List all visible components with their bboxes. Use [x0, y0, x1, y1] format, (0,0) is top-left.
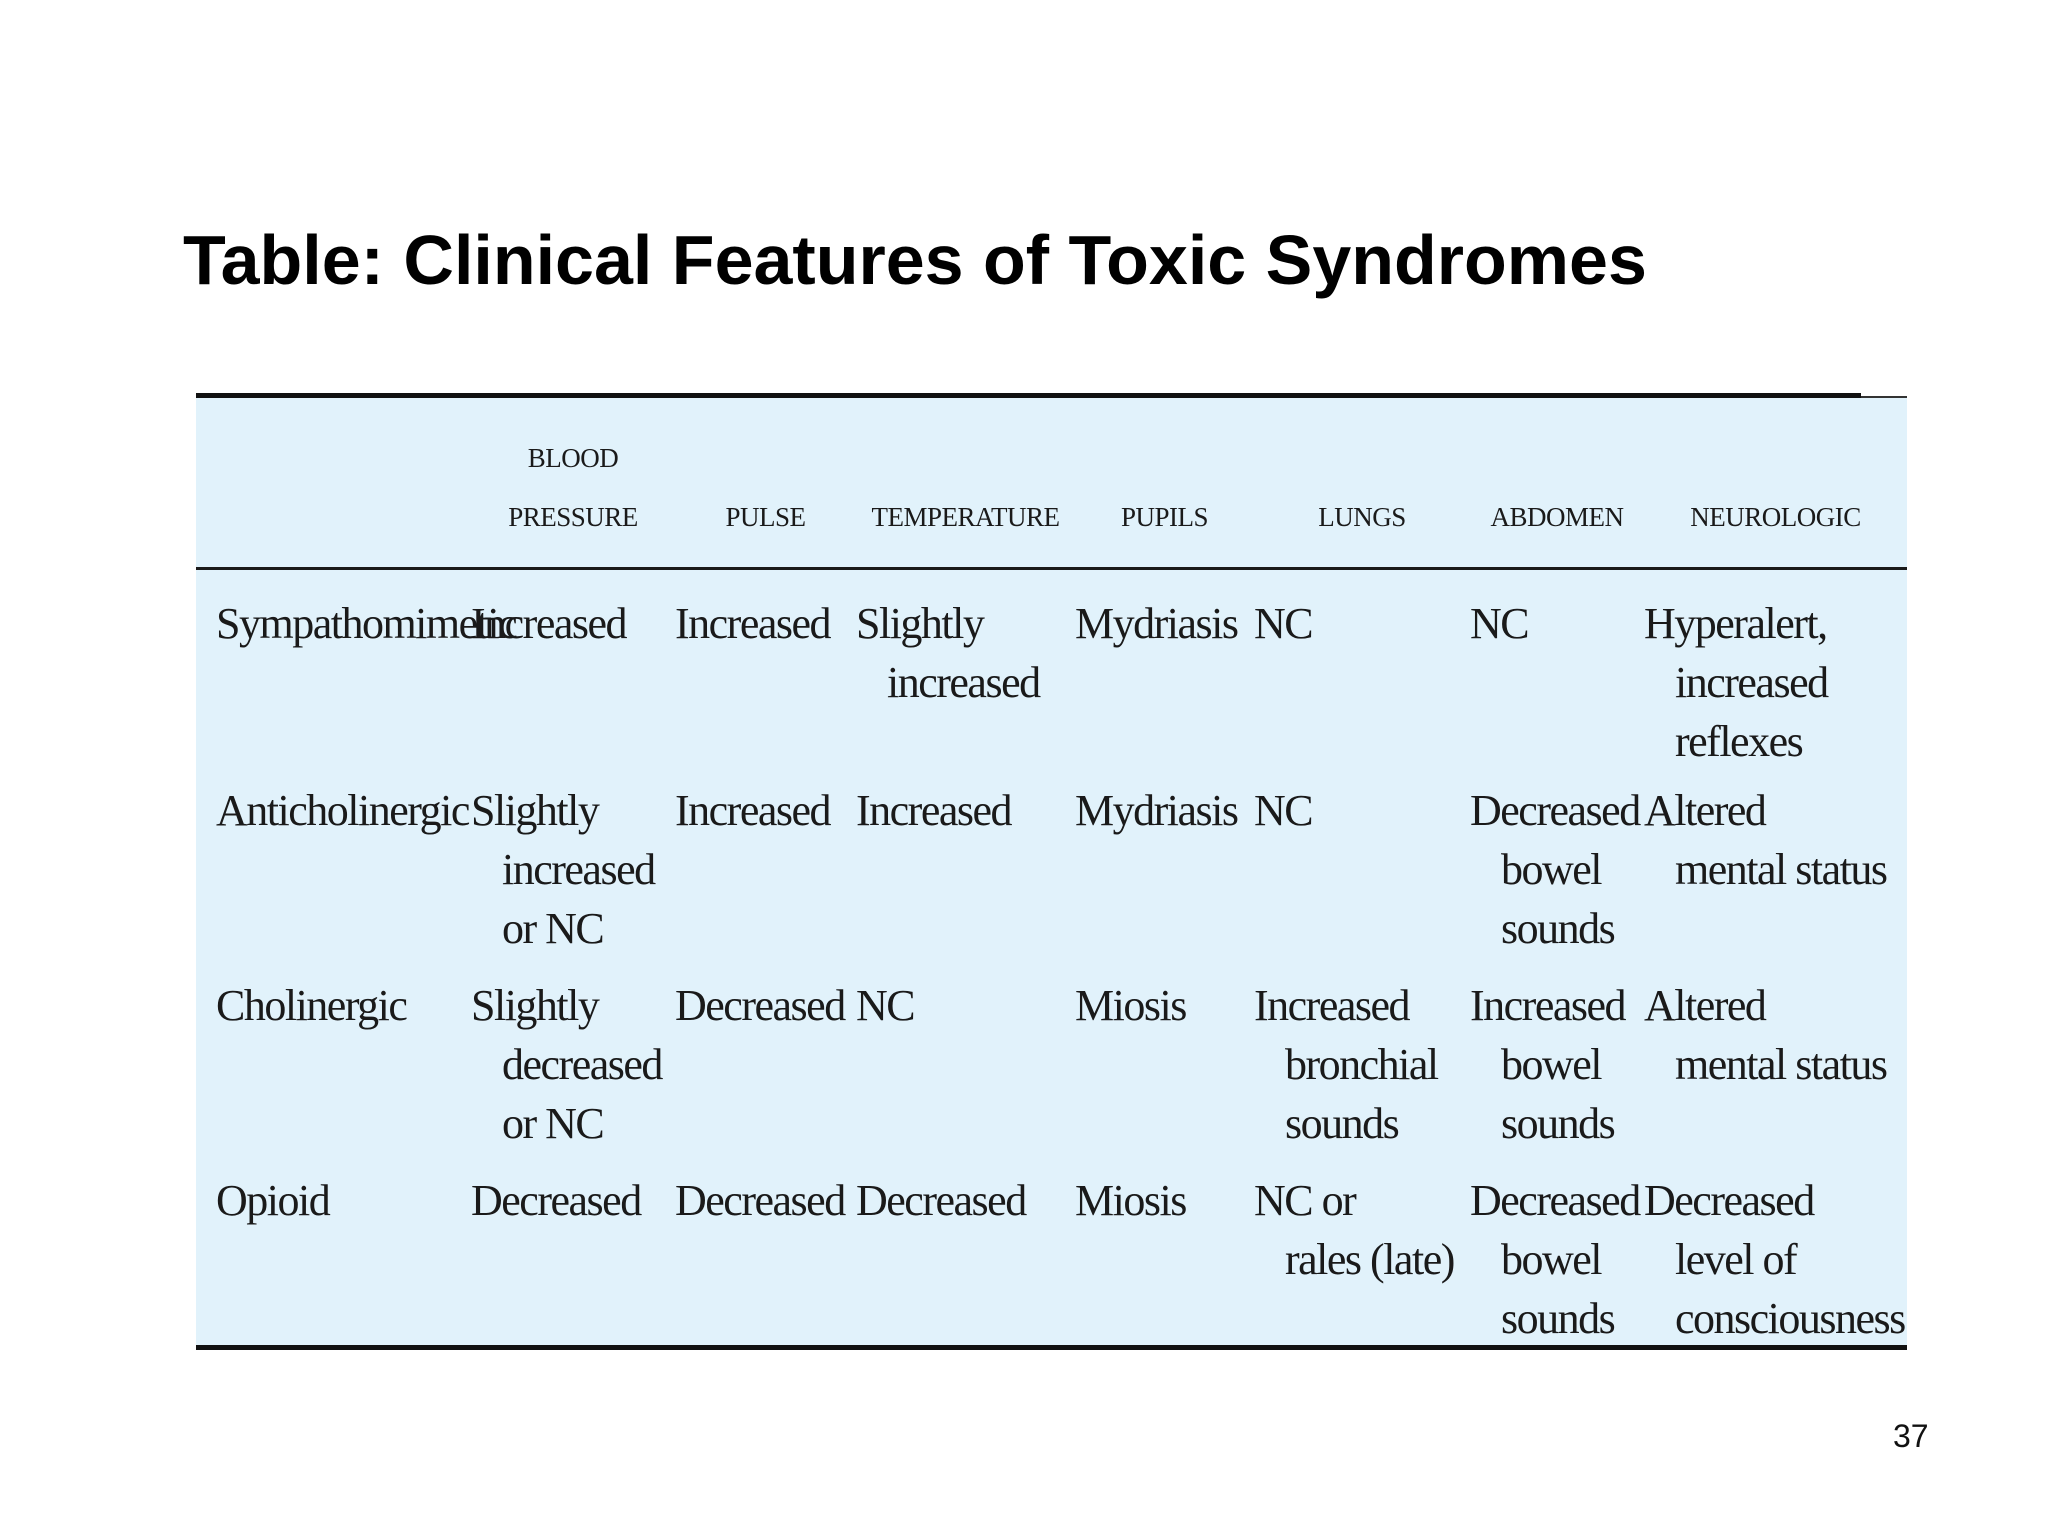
header-blood-pressure: BLOOD PRESSURE	[471, 398, 675, 569]
table-row-opioid	[196, 1161, 1907, 1348]
cell-syndrome: Anticholinergic	[216, 786, 469, 835]
header-syndrome	[196, 398, 471, 569]
slide-title: Table: Clinical Features of Toxic Syndromes	[183, 221, 1647, 299]
cell-lungs: Increased bronchial sounds	[1254, 981, 1438, 1148]
cell-blood-pressure: Increased	[471, 599, 627, 648]
table-row-cholinergic	[196, 966, 1907, 1161]
header-abdomen: ABDOMEN	[1470, 398, 1644, 569]
header-neurologic: NEUROLOGIC	[1644, 398, 1907, 569]
cell-blood-pressure: Decreased	[471, 1176, 641, 1225]
cell-temperature: Slightly increased	[856, 599, 1040, 707]
table-row-anticholinergic	[196, 771, 1907, 966]
cell-syndrome: Opioid	[216, 1176, 330, 1225]
cell-syndrome: Cholinergic	[216, 981, 407, 1030]
cell-pupils: Miosis	[1075, 1176, 1186, 1225]
toxic-syndromes-table	[196, 398, 1907, 1348]
cell-lungs: NC	[1254, 786, 1313, 835]
table-row-sympathomimetic	[196, 569, 1907, 772]
header-pupils: PUPILS	[1075, 398, 1254, 569]
page-number: 37	[1893, 1418, 1929, 1454]
cell-blood-pressure: Slightly increased or NC	[471, 786, 655, 953]
cell-syndrome: Sympathomimetic	[216, 599, 517, 648]
cell-neurologic: Altered mental status	[1644, 981, 1887, 1089]
cell-pulse: Increased	[675, 786, 831, 835]
cell-pulse: Decreased	[675, 1176, 845, 1225]
cell-pulse: Increased	[675, 599, 831, 648]
cell-abdomen: Decreased bowel sounds	[1470, 1176, 1640, 1343]
cell-pupils: Miosis	[1075, 981, 1186, 1030]
cell-temperature: Increased	[856, 786, 1012, 835]
cell-pupils: Mydriasis	[1075, 599, 1238, 648]
header-lungs: LUNGS	[1254, 398, 1470, 569]
cell-pupils: Mydriasis	[1075, 786, 1238, 835]
cell-lungs: NC or rales (late)	[1254, 1176, 1454, 1284]
toxic-syndromes-table-panel	[196, 398, 1907, 1346]
cell-pulse: Decreased	[675, 981, 845, 1030]
cell-temperature: NC	[856, 981, 915, 1030]
header-pulse: PULSE	[675, 398, 856, 569]
cell-abdomen: Decreased bowel sounds	[1470, 786, 1640, 953]
cell-abdomen: NC	[1470, 599, 1529, 648]
header-temperature: TEMPERATURE	[856, 398, 1075, 569]
cell-abdomen: Increased bowel sounds	[1470, 981, 1626, 1148]
table-header-row	[196, 398, 1907, 569]
cell-neurologic: Altered mental status	[1644, 786, 1887, 894]
cell-blood-pressure: Slightly decreased or NC	[471, 981, 662, 1148]
cell-temperature: Decreased	[856, 1176, 1026, 1225]
cell-neurologic: Hyperalert, increased reflexes	[1644, 599, 1828, 766]
table-bottom-rule	[196, 1345, 1907, 1350]
cell-lungs: NC	[1254, 599, 1313, 648]
cell-neurologic: Decreased level of consciousness	[1644, 1176, 1905, 1343]
